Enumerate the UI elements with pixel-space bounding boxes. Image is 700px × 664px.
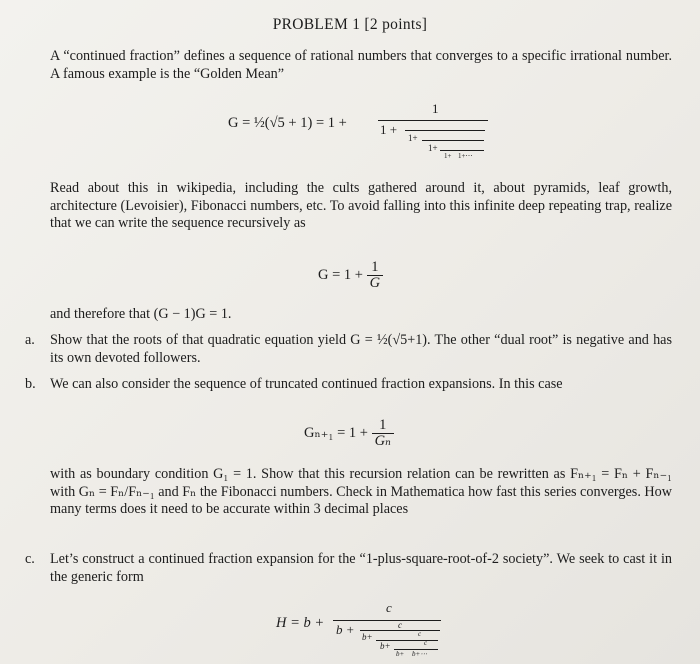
h-c3: c [418, 630, 422, 638]
golden-denominator-3: 1+ [428, 143, 438, 153]
problem-title: PROBLEM 1 [2 points] [272, 16, 428, 33]
golden-denominator-5: 1+⋯ [458, 152, 473, 160]
part-b-continuation: with as boundary condition G₁ = 1. Show that this recursion relation can be rewritten as Fₙ₊₁ = Fₙ + Fₙ₋₁ with Gₙ = Fₙ/Fₙ₋₁ and Fₙ the Fibonacci numbers. Check in Mathematica how fast this series converges. How many terms does it need to be accurate within 3 decimal places [50, 466, 672, 517]
h-denominator-2: b+ [362, 632, 373, 642]
recursive-equation [318, 260, 383, 291]
h-lhs: H = b + [276, 615, 325, 631]
h-denominator-3: b+ [380, 641, 391, 651]
recursive-denominator: G [369, 275, 381, 291]
golden-denominator-2: 1+ [408, 133, 418, 143]
golden-denominator-1: 1 + [380, 122, 398, 137]
part-c-text: Let’s construct a continued fraction expansion for the “1-plus-square-root-of-2 society”. We seek to cast it in the generic form [50, 551, 672, 585]
part-a-text: Show that the roots of that quadratic equation yield G = ½(√5+1). The other “dual root” is negative and has its own devoted followers. [50, 332, 672, 366]
golden-fraction-bar-1 [378, 120, 488, 121]
h-fraction-bar-1 [333, 620, 441, 621]
part-c-label: c. [25, 551, 35, 567]
h-denominator-1: b + [336, 622, 355, 637]
h-denominator-5: b+⋯ [412, 650, 428, 658]
golden-fraction-bar-3 [422, 140, 484, 141]
gn-fraction [372, 418, 394, 449]
gn-numerator: 1 [372, 418, 394, 434]
part-b-label: b. [25, 376, 36, 392]
gn-lhs: Gₙ₊₁ = 1 + [304, 424, 368, 441]
h-c2: c [398, 620, 402, 630]
golden-lhs: G = ½(√5 + 1) = 1 + [228, 115, 347, 131]
wiki-paragraph: Read about this in wikipedia, including the cults gathered around it, about pyramids, leaf growth, architecture (Levoisier), Fibonacci numbers, etc. To avoid falling into this infinite deep repeating trap, realize that we can write the sequence recursively as [50, 180, 672, 231]
golden-denominator-4: 1+ [444, 152, 452, 160]
gn-denominator: Gₙ [374, 433, 391, 449]
intro-paragraph: A “continued fraction” defines a sequence of rational numbers that converges to a specific irrational number. A famous example is the “Golden Mean” [50, 48, 672, 82]
golden-fraction-bar-2 [405, 130, 485, 131]
h-fraction-bar-2 [360, 630, 440, 631]
recursive-lhs: G = 1 + [318, 266, 363, 283]
golden-numerator: 1 [432, 101, 439, 116]
h-denominator-4: b+ [396, 650, 405, 658]
h-c4: c [424, 639, 428, 647]
therefore-paragraph: and therefore that (G − 1)G = 1. [50, 306, 232, 322]
part-b-text: We can also consider the sequence of truncated continued fraction expansions. In this case [50, 376, 563, 392]
recursive-numerator: 1 [367, 260, 383, 276]
recursive-fraction [367, 260, 383, 291]
golden-fraction-bar-4 [440, 150, 484, 151]
gn-equation [304, 418, 394, 449]
h-numerator: c [386, 600, 392, 615]
part-a-label: a. [25, 332, 35, 348]
